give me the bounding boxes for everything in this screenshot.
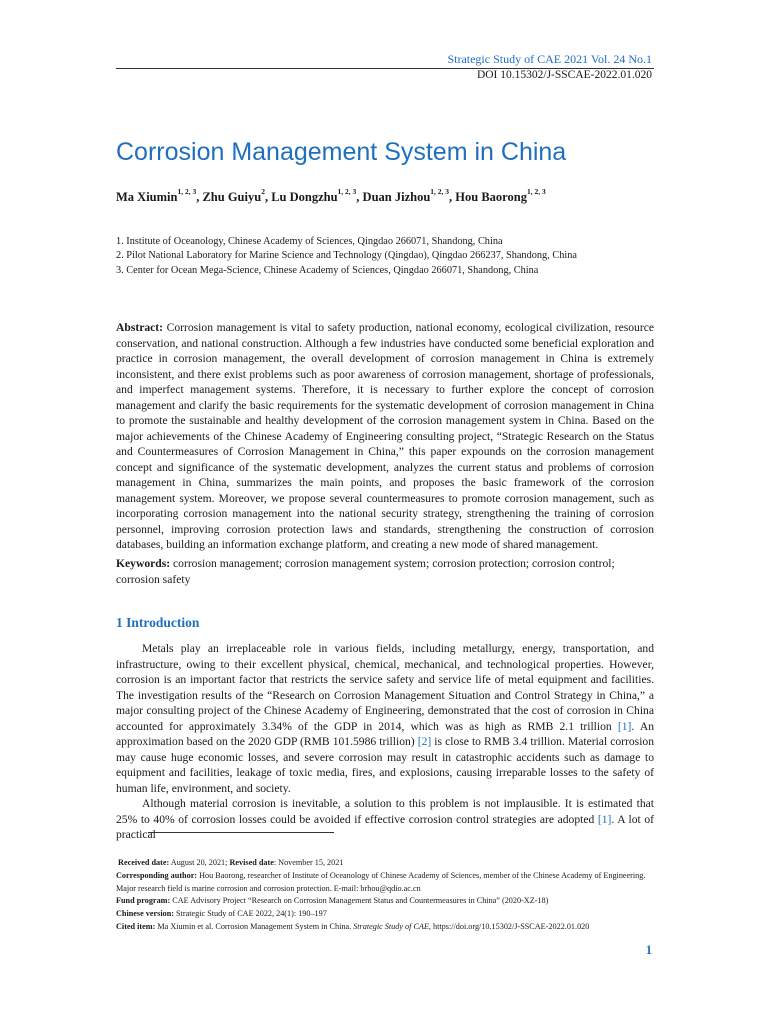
keywords bbox=[116, 556, 654, 587]
author: Hou Baorong$^{1, 2, 3}$ bbox=[455, 187, 546, 204]
affiliation: 2. Pilot National Laboratory for Marine Science and Technology (Qingdao), Qingdao 266237, Shandong, China bbox=[116, 250, 577, 262]
footnote-rule bbox=[148, 832, 334, 833]
keywords-text: corrosion management; corrosion management system; corrosion protection; corrosion control; corrosion safety bbox=[116, 557, 615, 586]
citation-link[interactable]: [1] bbox=[597, 812, 612, 826]
page-number: 1 bbox=[645, 943, 652, 957]
paper-title: Corrosion Management System in China bbox=[116, 138, 567, 166]
keywords-label: Keywords: bbox=[116, 557, 171, 570]
affiliation: 1. Institute of Oceanology, Chinese Academy of Sciences, Qingdao 266071, Shandong, China bbox=[116, 236, 503, 247]
author: Ma Xiumin$^{1, 2, 3}$, bbox=[116, 187, 203, 204]
affiliation-list bbox=[116, 235, 577, 278]
footnotes bbox=[116, 857, 654, 934]
footnote-chinese-version: Chinese version: Strategic Study of CAE 2022, 24(1): 190–197 bbox=[116, 909, 327, 919]
journal-name: Strategic Study of CAE 2021 Vol. 24 No.1 bbox=[447, 52, 652, 66]
abstract-label: Abstract: bbox=[116, 321, 164, 334]
author: Duan Jizhou$^{1, 2, 3}$, bbox=[362, 187, 456, 204]
doi: DOI 10.15302/J-SSCAE-2022.01.020 bbox=[476, 69, 652, 81]
footnote-received: Received date: August 20, 2021; Revised date: November 15, 2021 bbox=[118, 858, 344, 867]
footnote-fund: Fund program: CAE Advisory Project “Research on Corrosion Management Status and Countermeasures in China” (2020-XZ-18) bbox=[116, 896, 549, 906]
citation-link[interactable]: [2] bbox=[417, 735, 432, 748]
citation-link[interactable]: [1] bbox=[617, 719, 632, 733]
abstract bbox=[116, 320, 654, 553]
author-list bbox=[116, 187, 546, 205]
footnote-cited-item: Cited item: Ma Xiumin et al. Corrosion Management System in China. Strategic Study of CAE, https://doi.org/10.15302/J-SSCAE-2022.01.020 bbox=[116, 921, 590, 931]
paragraph: Although material corrosion is inevitable, a solution to this problem is not implausible. It is estimated that 25% to 40% of corrosion losses could be avoided if effective corrosion control strategies are adopted [1]. A lot of practical bbox=[116, 797, 654, 841]
footnote-corresponding-author: Corresponding author: Hou Baorong, researcher of Institute of Oceanology of Chinese Academy of Sciences, member of the Chinese Academy of Engineering. Major research field is marine corrosion and corrosion protection. E-mail: brhou@qdio.ac.cn bbox=[116, 870, 646, 893]
paragraph: Metals play an irreplaceable role in various fields, including metallurgy, energy, transportation, and infrastructure, owing to their excellent physical, chemical, mechanical, and technological properties. However, corrosion is an important factor that restricts the service safety and service life of metal equipment and facilities. The investigation results of the “Research on Corrosion Management Situation and Control Strategy in China,” a major consulting project of the Chinese Academy of Engineering, demonstrated that the cost of corrosion in China accounted for approximately 3.34% of the GDP in 2014, which was as high as RMB 2.1 trillion [1]. An approximation based on the 2020 GDP (RMB 101.5986 trillion) [2] is close to RMB 3.4 trillion. Material corrosion may cause huge economic losses, and severe corrosion may result in catastrophic accidents such as damage to equipment and facilities, leakage of toxic media, fires, and explosions, causing irreparable losses to the safety of human life, environment, and society. bbox=[116, 642, 655, 795]
abstract-text: Corrosion management is vital to safety production, national economy, ecological civilization, resource conservation, and national construction. Although a few industries have conducted some beneficial exploration and practice in corrosion management, the overall development of corrosion management in China is extremely inconsistent, and there exist problems such as poor awareness of corrosion management, shortage of professionals, and imperfect management systems. Therefore, it is necessary to further explore the concept of corrosion management and clarify the basic requirements for the systematic development of corrosion management in China to promote the sustainable and healthy development of the corrosion management system in China. Based on the major achievements of the Chinese Academy of Engineering consulting project, “Strategic Research on the Status and Countermeasures of Corrosion Management in China,” this paper expounds on the corrosion management concept and significance of the systematic development, analyzes the current status and problems of corrosion management in China, summarizes the main points, and proposes the basic framework of the corrosion management system. Moreover, we propose several countermeasures to promote corrosion management, such as incorporating corrosion management into the national security strategy, strengthening the training of corrosion personnel, improving corrosion protection laws and standards, strengthening the construction of corrosion databases, building an information exchange platform, and creating a new mode of shared management. bbox=[116, 321, 654, 551]
intro-body bbox=[116, 641, 654, 843]
affiliation: 3. Center for Ocean Mega-Science, Chinese Academy of Sciences, Qingdao 266071, Shandong, China bbox=[116, 264, 539, 276]
author: Zhu Guiyu$^2$, bbox=[202, 187, 272, 204]
section-heading: 1 Introduction bbox=[116, 615, 200, 630]
author: Lu Dongzhu$^{1, 2, 3}$, bbox=[271, 187, 363, 204]
